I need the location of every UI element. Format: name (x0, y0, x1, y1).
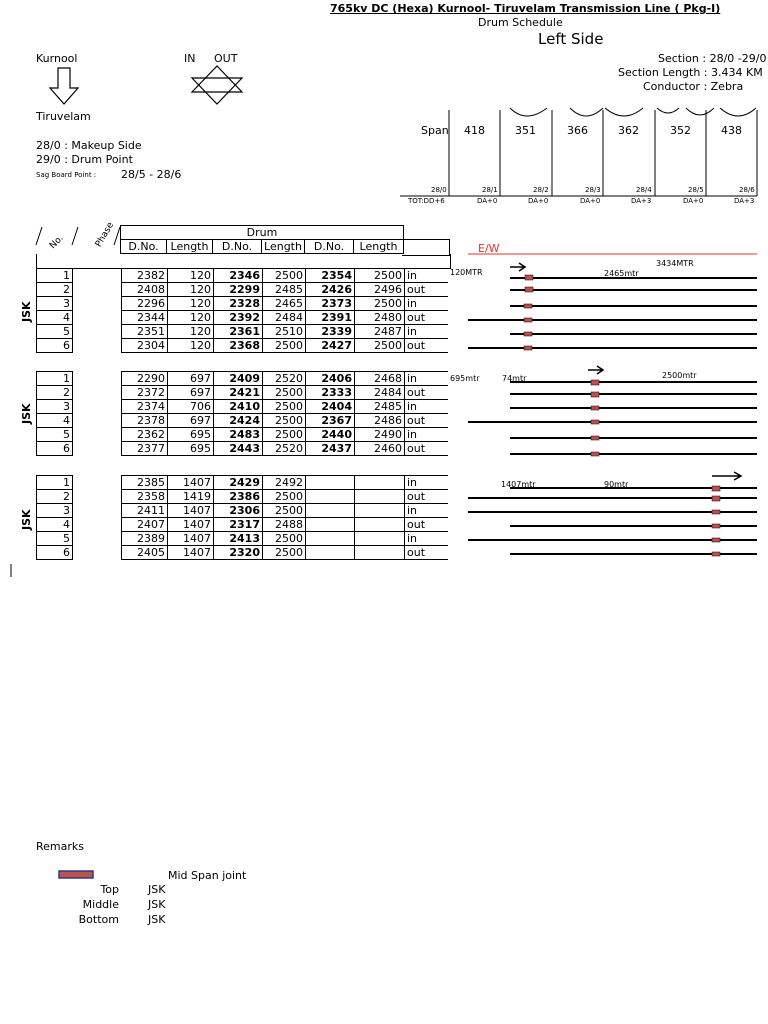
group-label: JSK (20, 301, 33, 322)
length-cell: 2500 (263, 504, 306, 518)
row-number: 3 (37, 297, 73, 311)
tower-type: DA+0 (580, 197, 601, 205)
direction-cell: in (405, 532, 449, 546)
length-cell: 2460 (355, 442, 405, 456)
arrow-icon (588, 366, 603, 374)
remark-value: JSK (148, 913, 166, 926)
table-row (37, 269, 449, 283)
table-row (37, 297, 449, 311)
dno-cell: 2361 (214, 325, 263, 339)
length-cell: 2496 (355, 283, 405, 297)
direction-cell: in (405, 269, 449, 283)
drum-point: 29/0 : Drum Point (36, 153, 133, 166)
mid-span-joint-swatch (59, 871, 93, 878)
direction-cell: out (405, 490, 449, 504)
remark-position: Bottom (78, 913, 119, 926)
length-label: 1407mtr (501, 480, 536, 489)
tower-type: DA+0 (528, 197, 549, 205)
phase-cell (73, 428, 122, 442)
col-dno: D.No. (213, 240, 262, 254)
drum-header-table (120, 225, 404, 254)
row-number: 1 (37, 372, 73, 386)
to-location: Tiruvelam (36, 110, 91, 123)
dno-cell: 2389 (122, 532, 168, 546)
length-cell: 1407 (168, 546, 214, 560)
length-cell: 697 (168, 372, 214, 386)
direction-cell: out (405, 442, 449, 456)
span-value: 366 (567, 124, 588, 137)
dno-cell (306, 546, 355, 560)
direction-cell: in (405, 476, 449, 490)
row-number: 5 (37, 532, 73, 546)
span-label: Span (421, 124, 449, 137)
length-cell: 2520 (263, 372, 306, 386)
group-label: JSK (20, 509, 33, 530)
dno-cell: 2424 (214, 414, 263, 428)
direction-cell: in (405, 372, 449, 386)
length-cell: 2484 (355, 386, 405, 400)
phase-cell (73, 325, 122, 339)
drum-group-2 (36, 371, 448, 456)
dno-cell: 2392 (214, 311, 263, 325)
dno-cell: 2299 (214, 283, 263, 297)
phase-cell (73, 476, 122, 490)
dno-cell: 2367 (306, 414, 355, 428)
length-cell: 2492 (263, 476, 306, 490)
dno-cell: 2372 (122, 386, 168, 400)
dno-cell: 2408 (122, 283, 168, 297)
dno-cell: 2382 (122, 269, 168, 283)
length-cell: 1407 (168, 518, 214, 532)
table-row (37, 428, 449, 442)
dno-cell: 2483 (214, 428, 263, 442)
direction-cell: in (405, 428, 449, 442)
col-dno: D.No. (121, 240, 167, 254)
length-cell: 2500 (263, 414, 306, 428)
header-spacer-row (36, 254, 451, 269)
length-cell: 2486 (355, 414, 405, 428)
table-row (37, 546, 449, 560)
in-label: IN (184, 52, 196, 65)
dno-cell (306, 476, 355, 490)
length-cell: 695 (168, 428, 214, 442)
direction-cell: in (405, 297, 449, 311)
direction-cell: out (405, 546, 449, 560)
dno-cell: 2304 (122, 339, 168, 353)
dno-cell: 2437 (306, 442, 355, 456)
phase-cell (73, 269, 122, 283)
tower-type: DA+3 (734, 197, 755, 205)
tower-number: 28/6 (739, 186, 755, 194)
length-cell: 697 (168, 386, 214, 400)
length-cell: 120 (168, 311, 214, 325)
dno-cell: 2421 (214, 386, 263, 400)
direction-cell: out (405, 386, 449, 400)
length-label: 3434MTR (656, 259, 694, 268)
row-number: 4 (37, 518, 73, 532)
phase-header: Phase (94, 220, 117, 249)
header-slash (72, 227, 78, 245)
makeup-side: 28/0 : Makeup Side (36, 139, 142, 152)
dno-cell: 2368 (214, 339, 263, 353)
row-number: 2 (37, 283, 73, 297)
length-cell: 1407 (168, 476, 214, 490)
phase-cell (73, 372, 122, 386)
col-dno: D.No. (305, 240, 354, 254)
row-number: 6 (37, 442, 73, 456)
direction-cell: in (405, 400, 449, 414)
side-label: Left Side (538, 30, 604, 48)
dno-cell: 2373 (306, 297, 355, 311)
length-cell: 2520 (263, 442, 306, 456)
row-number: 3 (37, 504, 73, 518)
direction-cell: out (405, 414, 449, 428)
tower-type-total: TOT:DD+6 (408, 197, 445, 205)
direction-cell: out (405, 311, 449, 325)
phase-cell (73, 400, 122, 414)
dno-cell: 2344 (122, 311, 168, 325)
phase-cell (73, 532, 122, 546)
table-row (37, 476, 449, 490)
span-value: 352 (670, 124, 691, 137)
remark-value: JSK (148, 883, 166, 896)
dno-cell: 2385 (122, 476, 168, 490)
sag-board-value: 28/5 - 28/6 (121, 168, 182, 181)
length-cell: 2500 (263, 490, 306, 504)
dno-cell: 2404 (306, 400, 355, 414)
span-value: 438 (721, 124, 742, 137)
phase-cell (73, 414, 122, 428)
tower-number: 28/4 (636, 186, 652, 194)
table-row (37, 339, 449, 353)
length-cell: 706 (168, 400, 214, 414)
table-row (37, 372, 449, 386)
row-number: 5 (37, 325, 73, 339)
dno-cell: 2443 (214, 442, 263, 456)
dno-cell: 2362 (122, 428, 168, 442)
length-cell: 2510 (263, 325, 306, 339)
span-value: 362 (618, 124, 639, 137)
group-label: JSK (20, 403, 33, 424)
dno-cell: 2296 (122, 297, 168, 311)
span-strip (400, 108, 757, 196)
row-number: 6 (37, 546, 73, 560)
col-length: Length (167, 240, 213, 254)
phase-cell (73, 311, 122, 325)
tower-type: DA+3 (631, 197, 652, 205)
dno-cell: 2411 (122, 504, 168, 518)
tower-type: DA+0 (477, 197, 498, 205)
remark-position: Top (100, 883, 119, 896)
joint-markers-group-1 (524, 275, 533, 350)
row-number: 4 (37, 414, 73, 428)
dno-cell: 2391 (306, 311, 355, 325)
length-cell: 2500 (263, 546, 306, 560)
section-length: Section Length : 3.434 KM (618, 66, 763, 79)
tower-type: DA+0 (683, 197, 704, 205)
length-cell: 2500 (263, 386, 306, 400)
dno-cell: 2410 (214, 400, 263, 414)
span-value: 351 (515, 124, 536, 137)
row-number: 2 (37, 490, 73, 504)
phase-cell (73, 490, 122, 504)
length-cell: 2500 (263, 532, 306, 546)
length-cell: 695 (168, 442, 214, 456)
dno-cell: 2346 (214, 269, 263, 283)
length-cell: 2490 (355, 428, 405, 442)
tower-number: 28/2 (533, 186, 549, 194)
direction-cell: in (405, 504, 449, 518)
table-row (37, 504, 449, 518)
drum-group-3 (36, 475, 448, 560)
length-label: 120MTR (450, 268, 483, 277)
earthwire-label: E/W (478, 242, 500, 255)
table-row (37, 414, 449, 428)
dno-cell: 2427 (306, 339, 355, 353)
dno-cell: 2440 (306, 428, 355, 442)
phase-cell (73, 518, 122, 532)
dno-cell: 2407 (122, 518, 168, 532)
length-cell: 120 (168, 325, 214, 339)
col-length: Length (354, 240, 404, 254)
dno-cell (306, 532, 355, 546)
table-row (37, 518, 449, 532)
dno-cell: 2354 (306, 269, 355, 283)
length-cell: 2500 (355, 297, 405, 311)
direction-cell: in (405, 325, 449, 339)
table-row (37, 532, 449, 546)
dno-cell: 2317 (214, 518, 263, 532)
length-cell: 120 (168, 339, 214, 353)
row-number: 5 (37, 428, 73, 442)
length-cell: 120 (168, 269, 214, 283)
dno-cell: 2320 (214, 546, 263, 560)
dno-cell: 2306 (214, 504, 263, 518)
dno-cell: 2386 (214, 490, 263, 504)
length-cell: 2500 (263, 400, 306, 414)
length-cell: 120 (168, 283, 214, 297)
length-label: 695mtr (450, 374, 480, 383)
length-cell (355, 504, 405, 518)
arrow-icon (712, 472, 741, 480)
length-cell: 2500 (263, 269, 306, 283)
document-title: 765kv DC (Hexa) Kurnool- Tiruvelam Transmission Line ( Pkg-I) (330, 2, 721, 15)
dno-cell: 2351 (122, 325, 168, 339)
header-slash (36, 227, 42, 245)
table-row (37, 311, 449, 325)
length-cell (355, 490, 405, 504)
table-row (37, 490, 449, 504)
dno-cell: 2429 (214, 476, 263, 490)
table-row (37, 442, 449, 456)
dno-cell: 2358 (122, 490, 168, 504)
table-row (37, 400, 449, 414)
row-number: 6 (37, 339, 73, 353)
length-cell: 2488 (263, 518, 306, 532)
dno-cell: 2405 (122, 546, 168, 560)
span-value: 418 (464, 124, 485, 137)
dno-cell: 2290 (122, 372, 168, 386)
remarks-title: Remarks (36, 840, 84, 853)
dno-cell: 2406 (306, 372, 355, 386)
dno-cell (306, 518, 355, 532)
dno-cell (306, 490, 355, 504)
dno-cell: 2333 (306, 386, 355, 400)
phase-cell (73, 504, 122, 518)
out-label: OUT (214, 52, 238, 65)
length-cell: 2485 (355, 400, 405, 414)
dno-cell: 2328 (214, 297, 263, 311)
joint-markers-group-3 (712, 486, 720, 556)
length-cell: 2500 (263, 428, 306, 442)
conductor-lines-group-1 (468, 278, 757, 348)
table-row (37, 386, 449, 400)
document-subtitle: Drum Schedule (478, 16, 563, 29)
row-number: 3 (37, 400, 73, 414)
length-cell: 2484 (263, 311, 306, 325)
length-cell: 120 (168, 297, 214, 311)
length-cell: 697 (168, 414, 214, 428)
row-number: 4 (37, 311, 73, 325)
remark-position: Middle (82, 898, 119, 911)
sag-board-label: Sag Board Point : (36, 171, 97, 179)
dno-cell: 2377 (122, 442, 168, 456)
length-cell: 2500 (263, 339, 306, 353)
length-label: 2465mtr (604, 269, 639, 278)
direction-cell: out (405, 518, 449, 532)
phase-cell (73, 283, 122, 297)
length-cell: 2500 (355, 339, 405, 353)
phase-cell (73, 442, 122, 456)
length-cell: 1407 (168, 504, 214, 518)
tower-number: 28/5 (688, 186, 704, 194)
no-header: No. (48, 233, 66, 252)
length-cell: 1407 (168, 532, 214, 546)
length-label: 74mtr (502, 374, 527, 383)
col-length: Length (262, 240, 305, 254)
length-cell: 2468 (355, 372, 405, 386)
legend-label: Mid Span joint (168, 869, 247, 882)
phase-cell (73, 339, 122, 353)
dno-cell: 2426 (306, 283, 355, 297)
row-number: 2 (37, 386, 73, 400)
conductor-type: Conductor : Zebra (643, 80, 744, 93)
section-range: Section : 28/0 -29/0 (658, 52, 767, 65)
length-cell (355, 476, 405, 490)
length-cell: 2480 (355, 311, 405, 325)
dno-cell: 2413 (214, 532, 263, 546)
from-location: Kurnool (36, 52, 78, 65)
phase-cell (73, 546, 122, 560)
row-number: 1 (37, 269, 73, 283)
table-row (37, 283, 449, 297)
length-label: 2500mtr (662, 371, 697, 380)
length-cell (355, 532, 405, 546)
length-cell: 2485 (263, 283, 306, 297)
tower-number: 28/0 (431, 186, 447, 194)
direction-cell: out (405, 283, 449, 297)
drum-header: Drum (121, 226, 404, 240)
dno-cell (306, 504, 355, 518)
tower-number: 28/1 (482, 186, 498, 194)
length-label: 90mtr (604, 480, 629, 489)
tower-number: 28/3 (585, 186, 601, 194)
dno-cell: 2374 (122, 400, 168, 414)
direction-arrow-icon (50, 68, 78, 104)
dno-cell: 2378 (122, 414, 168, 428)
length-cell (355, 518, 405, 532)
table-row (37, 325, 449, 339)
drum-group-1 (36, 268, 448, 353)
phase-cell (73, 297, 122, 311)
length-cell: 2487 (355, 325, 405, 339)
arrow-icon (510, 263, 525, 271)
length-cell: 2500 (355, 269, 405, 283)
phase-cell (73, 386, 122, 400)
length-cell (355, 546, 405, 560)
length-cell: 2465 (263, 297, 306, 311)
direction-cell: out (405, 339, 449, 353)
joint-markers-group-2 (591, 380, 599, 456)
remark-value: JSK (148, 898, 166, 911)
star-icon (192, 66, 242, 104)
length-cell: 1419 (168, 490, 214, 504)
dno-cell: 2339 (306, 325, 355, 339)
row-number: 1 (37, 476, 73, 490)
conductor-lines-group-2 (468, 382, 757, 454)
dno-cell: 2409 (214, 372, 263, 386)
